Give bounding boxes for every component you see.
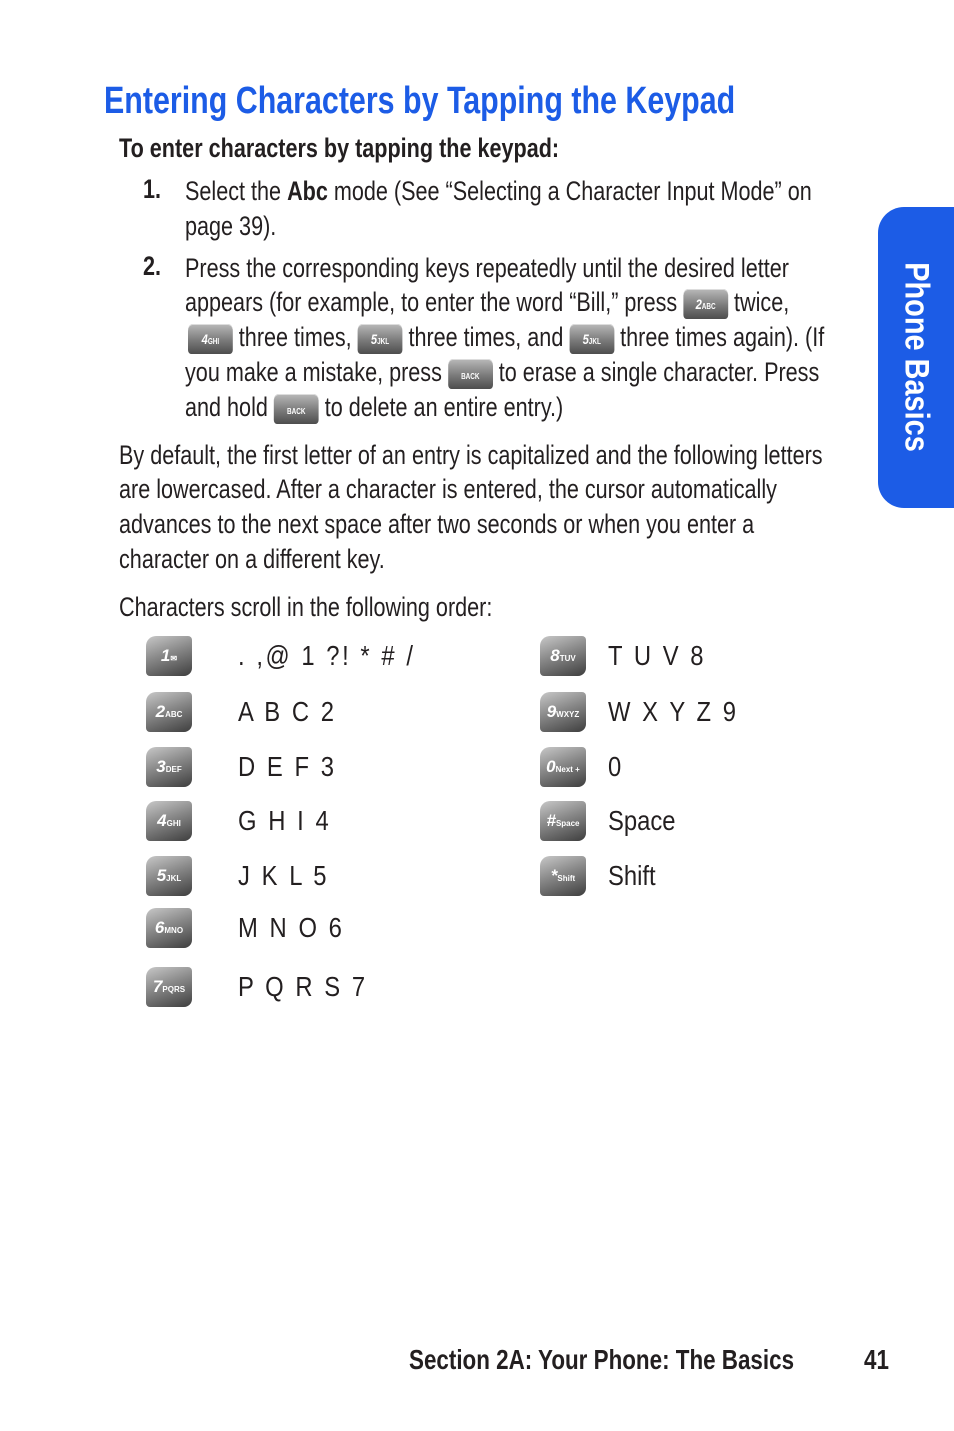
key-pound-icon: #Space [540, 801, 586, 841]
key-9-icon: 9WXYZ [540, 692, 586, 732]
text: twice, [728, 287, 790, 317]
key-characters: 0 [608, 751, 622, 782]
key-5-icon: 5JKL [569, 324, 614, 354]
back-key-icon: BACK [274, 394, 319, 424]
page-number: 41 [864, 1344, 889, 1375]
step-1-line-1 [185, 174, 812, 208]
back-key-icon: BACK [448, 359, 493, 389]
step-2-line-5 [185, 390, 563, 424]
key-characters: . ,@ 1 ?! * # / [238, 640, 416, 671]
page-title: Entering Characters by Tapping the Keypad [104, 80, 736, 122]
key-6-icon: 6MNO [146, 908, 192, 948]
text: to erase a single character. Press [492, 357, 820, 387]
step-2-line-3 [188, 320, 824, 354]
text: you make a mistake, press [185, 357, 448, 387]
text: to delete an entire entry.) [318, 392, 564, 422]
paragraph-line: By default, the first letter of an entry is capitalized and the following letters [119, 440, 823, 470]
key-0-icon: 0Next + [540, 747, 586, 787]
paragraph-line: are lowercased. After a character is entered, the cursor automatically [119, 474, 777, 504]
key-3-icon: 3DEF [146, 747, 192, 787]
step-2-line-1: Press the corresponding keys repeatedly until the desired letter [185, 253, 789, 283]
text: mode (See “Selecting a Character Input Mode” on [327, 176, 812, 206]
key-characters: D E F 3 [238, 751, 337, 782]
key-characters: A B C 2 [238, 696, 337, 727]
key-characters: P Q R S 7 [238, 971, 368, 1002]
key-characters: J K L 5 [238, 860, 330, 891]
paragraph-line: advances to the next space after two seconds or when you enter a [119, 509, 755, 539]
key-4-icon: 4GHI [188, 324, 233, 354]
key-7-icon: 7PQRS [146, 967, 192, 1007]
step-1-number: 1. [143, 174, 162, 204]
key-2-icon: 2ABC [146, 692, 192, 732]
key-star-icon: *Shift [540, 856, 586, 896]
paragraph-line: character on a different key. [119, 544, 385, 574]
side-tab-label: Phone Basics [897, 262, 936, 452]
key-characters: W X Y Z 9 [608, 696, 739, 727]
text: Select the [185, 176, 288, 206]
key-characters: T U V 8 [608, 640, 707, 671]
key-5-icon: 5JKL [358, 324, 403, 354]
mode-name: Abc [287, 176, 328, 206]
step-2-line-2 [185, 285, 789, 319]
key-1-icon: 1✉ [146, 636, 192, 676]
key-5-icon: 5JKL [146, 856, 192, 896]
key-8-icon: 8TUV [540, 636, 586, 676]
key-4-icon: 4GHI [146, 801, 192, 841]
key-characters: Shift [608, 860, 656, 891]
text: and hold [185, 392, 274, 422]
step-2-line-4 [185, 355, 819, 389]
text: appears (for example, to enter the word “Bill,” press [185, 287, 684, 317]
text: three times again). (If [614, 322, 825, 352]
step-1-line-2: page 39). [185, 211, 277, 241]
key-characters: M N O 6 [238, 912, 345, 943]
text: three times, [232, 322, 358, 352]
intro: To enter characters by tapping the keypad: [119, 133, 560, 163]
step-2-number: 2. [143, 251, 162, 281]
order-intro: Characters scroll in the following order: [119, 592, 493, 622]
key-2-icon: 2ABC [683, 289, 728, 319]
key-characters: G H I 4 [238, 805, 332, 836]
key-characters: Space [608, 805, 676, 836]
footer-section: Section 2A: Your Phone: The Basics [409, 1344, 795, 1375]
text: three times, and [402, 322, 570, 352]
